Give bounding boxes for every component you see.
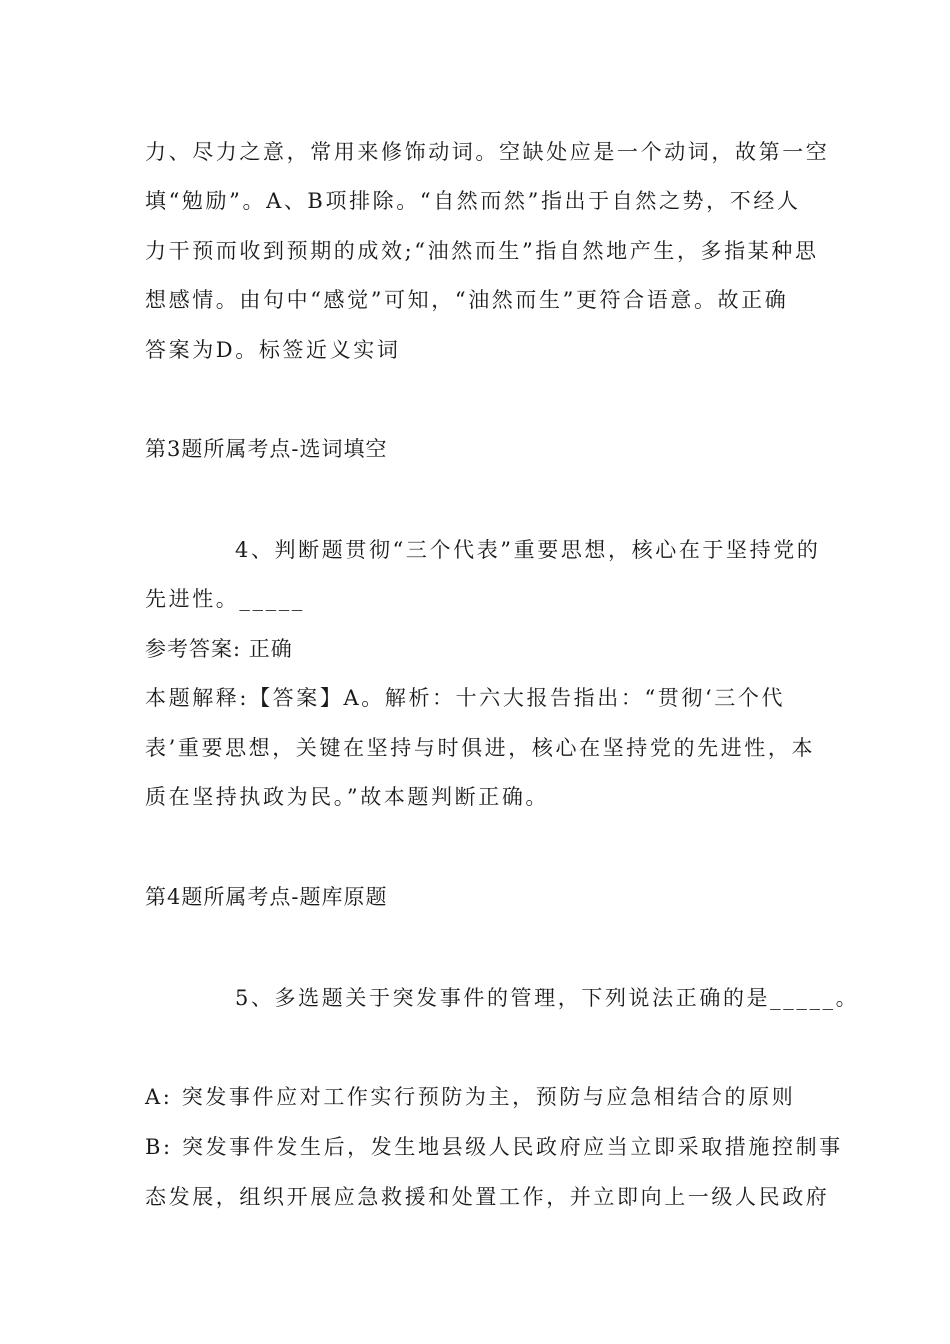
- q4-stem: 4、判断题贯彻“三个代表”重要思想，核心在于坚持党的: [235, 538, 821, 562]
- q4-explanation-line: 质在坚持执政为民。”故本题判断正确。: [145, 785, 550, 809]
- q4-answer: 参考答案: 正确: [145, 637, 293, 661]
- explanation-line: 力干预而收到预期的成效;“油然而生”指自然地产生，多指某种思: [145, 239, 819, 263]
- q4-topic: 第4题所属考点-题库原题: [145, 885, 388, 909]
- q5-option-a: A: 突发事件应对工作实行预防为主，预防与应急相结合的原则: [145, 1085, 796, 1109]
- q4-explanation-line: 本题解释:【答案】A。解析：十六大报告指出：“贯彻‘三个代: [145, 686, 786, 710]
- q4-stem: 先进性。_____: [145, 587, 305, 611]
- explanation-line: 答案为D。标签近义实词: [145, 338, 401, 362]
- q5-option-b: 态发展，组织开展应急救援和处置工作，并立即向上一级人民政府: [145, 1185, 830, 1209]
- q3-topic: 第3题所属考点-选词填空: [145, 437, 388, 461]
- explanation-line: 想感情。由句中“感觉”可知，“油然而生”更符合语意。故正确: [145, 288, 789, 312]
- q5-option-b: B: 突发事件发生后，发生地县级人民政府应当立即采取措施控制事: [145, 1135, 843, 1159]
- explanation-line: 力、尽力之意，常用来修饰动词。空缺处应是一个动词，故第一空: [145, 140, 830, 164]
- q5-stem: 5、多选题关于突发事件的管理，下列说法正确的是_____。: [235, 986, 860, 1010]
- explanation-line: 填“勉励”。A、B项排除。“自然而然”指出于自然之势，不经人: [145, 189, 801, 213]
- q4-explanation-line: 表’重要思想，关键在坚持与时俱进，核心在坚持党的先进性，本: [145, 736, 816, 760]
